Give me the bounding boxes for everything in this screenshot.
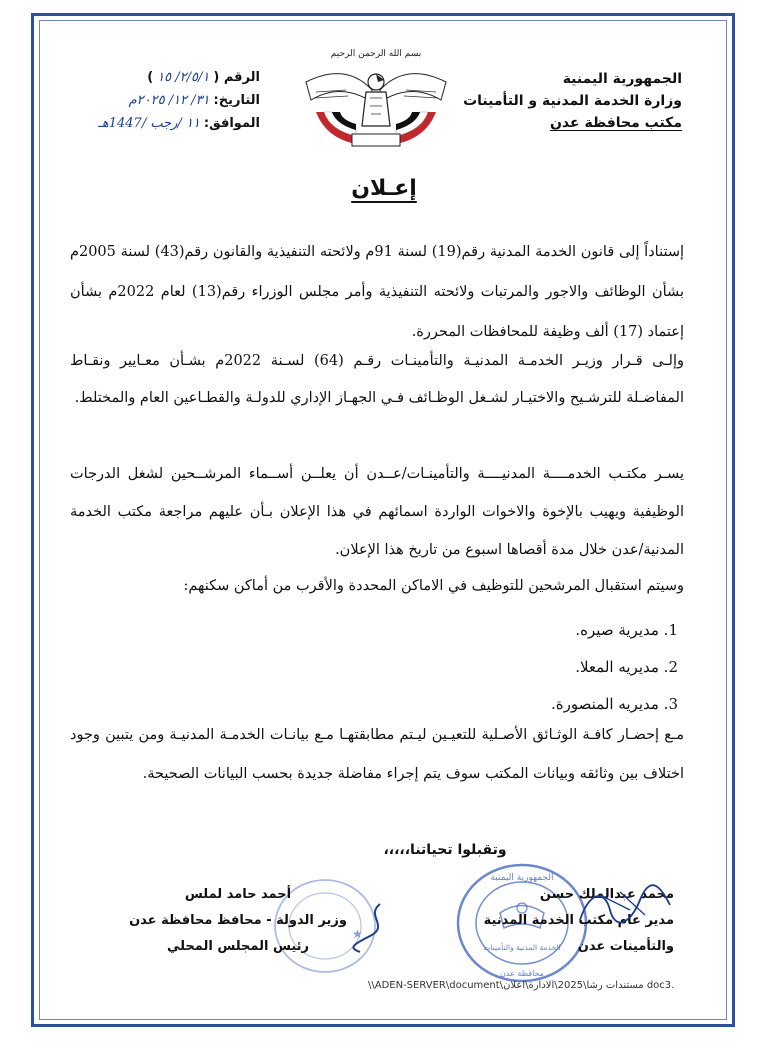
reference-close: ) (147, 70, 154, 85)
governor-name: أحمد حامد لملس (184, 887, 292, 902)
paragraph-legal-basis: إستناداً إلى قانون الخدمة المدنية رقم(19) لسنة 91م ولائحته التنفيذية والقانون رقم(43) لسنة 2005م بشأن الوظائف والاجور والمرتبات ولائحته التنفيذية وأمر مجلس الوزراء رقم(13) لعام 2022م بشأن إعتماد (17) ألف وظيفة للمحافظات المحررة. (70, 244, 685, 340)
paragraph-reception: وسيتم استقبال المرشحين للتوظيف في الاماكن المحددة والأقرب من أماكن سكنهم: (183, 578, 684, 594)
director-name: محمد عبدالملك حسن (539, 887, 674, 902)
letterhead-right (442, 68, 682, 134)
director-signature-icon (570, 880, 680, 930)
governor-title-2: رئيس المجلس المحلي (166, 939, 310, 954)
governor-signature-icon (340, 896, 400, 956)
office-name: مكتب محافظة عدن (549, 115, 682, 131)
svg-text:★: ★ (352, 927, 363, 941)
ministry-name: وزارة الخدمة المدنية و التأمينات (463, 93, 682, 109)
announcement-title: إعـلان (351, 176, 417, 201)
date-value: ٣١/ ١٢/ ٢٠٢٥م (128, 93, 210, 108)
signature-block-governor (118, 882, 358, 960)
closing-greeting: وتقبلوا تحياتنا،،،،، (383, 842, 507, 858)
country-name: الجمهورية اليمنية (562, 71, 682, 87)
list-item: 3. مديريه المنصورة. (551, 695, 678, 713)
list-item: 1. مديرية صيره. (575, 621, 678, 639)
hijri-date-row (70, 112, 260, 135)
date-row (70, 89, 260, 112)
reference-number-value: ٢/٥/١/ ١٥ (157, 70, 210, 85)
paragraph-documents-note: مـع إحضـار كافـة الوثـائق الأصـلية للتعيـين ليـتم مطابقتهـا مـع بيانـات الخدمـة المدنيـة ومن يتبين وجود اختلاف بين وثائقه وبيانات المكتب سوف يتم إجراء مفاضلة جديدة بحسب البيانات الصحيحة. (70, 727, 684, 782)
stamp-country-text: الجمهورية اليمنية (490, 873, 554, 883)
list-item: 2. مديريه المعلا. (575, 658, 678, 676)
paragraph-minister-decision: وإلـى قـرار وزيـر الخدمـة المدنيـة والتأمينـات رقـم (64) لسـنة 2022م بشـأن معـايير ونقـاط المفاضـلة للترشـيح والاختيـار لشـغل الوظـائف فـي الجهـاز الإداري للدولـة والقطـاعين العام والمختلط. (70, 353, 684, 406)
file-path-footer: \\ADEN-SERVER\document\مستندات رشا\2025\الادارة\اعلان doc3. (368, 980, 675, 991)
paragraph-announcement: يسـر مكتـب الخدمــــة المدنيــــة والتأمينـات/عــدن أن يعلــن أســماء المرشــحين لشغل الدرجات الوظيفية ويهيب بالإخوة والاخوات الواردة اسمائهم في هذا الإعلان بـأن عليهم مراجعة مكتب الخدمة المدنية/عدن خلال مدة أقصاها اسبوع من تاريخ هذا الإعلان. (70, 466, 684, 558)
date-label: التاريخ: (213, 93, 260, 108)
governor-title: وزير الدولة - محافظ محافظة عدن (129, 913, 347, 928)
hijri-label: الموافق: (203, 116, 260, 131)
basmala-text: بسم الله الرحمن الرحيم (330, 49, 422, 59)
letterhead-left (70, 66, 260, 135)
hijri-date-value: ١١ /رجب /1447هـ (98, 116, 200, 131)
director-title-2: والتأمينات عدن (577, 939, 674, 954)
director-title: مدير عام مكتب الخدمة المدنية (483, 913, 674, 928)
yemen-eagle-emblem-icon (286, 42, 466, 154)
stamp-subtitle-text: الخدمة المدنية والتأمينات (483, 943, 561, 952)
reference-label: الرقم ( (213, 70, 260, 85)
locations-list (551, 612, 678, 723)
stamp-city-text: محافظة عدن (500, 969, 544, 978)
reference-number-row (70, 66, 260, 89)
